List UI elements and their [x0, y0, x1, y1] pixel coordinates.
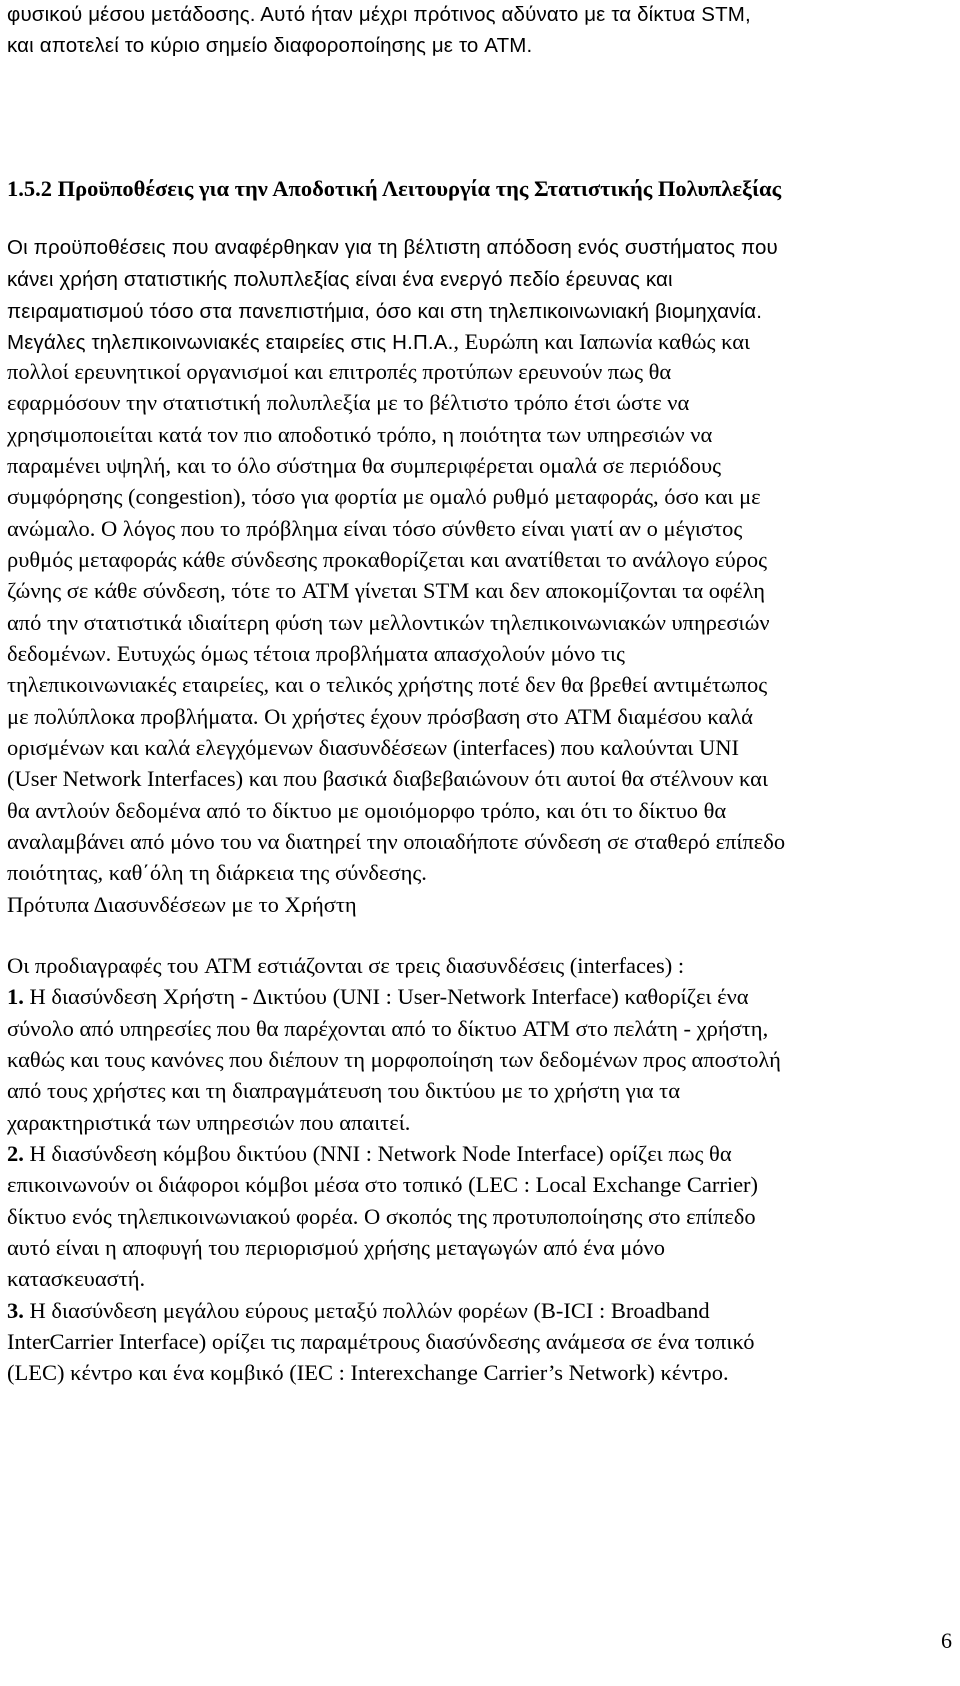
paragraph-line: εφαρμόσουν την στατιστική πολυπλεξία με το βέλτιστο τρόπο έτσι ώστε να: [7, 390, 690, 415]
paragraph-line: Οι προϋποθέσεις που αναφέρθηκαν για τη βέλτιστη απόδοση ενός συστήματος που: [7, 236, 778, 259]
paragraph-line: πολλοί ερευνητικοί οργανισμοί και επιτροπές προτύπων ερευνούν πως θα: [7, 359, 672, 384]
paragraph-line: κάνει χρήση στατιστικής πολυπλεξίας είναι ένα ενεργό πεδίο έρευνας και: [7, 268, 673, 291]
paragraph-line: με πολύπλοκα προβλήματα. Οι χρήστες έχουν πρόσβαση στο ATM διαμέσου καλά: [7, 704, 753, 729]
list-item-1-first-line: [7, 982, 749, 1012]
paragraph-line: συμφόρησης (congestion), τόσο για φορτία με ομαλό ρυθμό μεταφοράς, όσο και με: [7, 484, 761, 509]
spec-intro: Οι προδιαγραφές του ATM εστιάζονται σε τρεις διασυνδέσεις (interfaces) :: [7, 953, 685, 978]
section-heading: 1.5.2 Προϋποθέσεις για την Αποδοτική Λειτουργία της Στατιστικής Πολυπλεξίας: [7, 176, 782, 201]
paragraph-line: ρυθμός μεταφοράς κάθε σύνδεσης προκαθορίζεται και ανατίθεται το ανάλογο εύρος: [7, 547, 767, 572]
page-number: 6: [941, 1628, 952, 1653]
list-item-line: σύνολο από υπηρεσίες που θα παρέχονται από το δίκτυο ATM στο πελάτη - χρήστη,: [7, 1016, 769, 1041]
paragraph-line: θα αντλούν δεδομένα από το δίκτυο με ομοιόμορφο τρόπο, και ότι το δίκτυο θα: [7, 798, 727, 823]
paragraph-line: από την στατιστικά ιδιαίτερη φύση των μελλοντικών τηλεπικοινωνιακών υπηρεσιών: [7, 610, 770, 635]
list-item-text: Η διασύνδεση κόμβου δικτύου (NNI : Network Node Interface) ορίζει πως θα: [23, 1141, 732, 1166]
list-item-number: 2.: [7, 1141, 24, 1166]
paragraph-line: αναλαμβάνει από μόνο του να διατηρεί την οποιαδήποτε σύνδεση σε σταθερό επίπεδο: [7, 829, 786, 854]
list-item-line: αυτό είναι η αποφυγή του περιορισμού χρήσης μεταγωγών από ένα μόνο: [7, 1235, 665, 1260]
list-item-2-first-line: [7, 1139, 732, 1169]
list-item-line: από τους χρήστες και τη διαπραγμάτευση του δικτύου με το χρήστη για τα: [7, 1078, 681, 1103]
list-item-text: Η διασύνδεση Χρήστη - Δικτύου (UNI : User-Network Interface) καθορίζει ένα: [23, 984, 749, 1009]
list-item-number: 1.: [7, 984, 24, 1009]
paragraph-line-part: Μεγάλες τηλεπικοινωνιακές εταιρείες στις Η.Π.Α.: [7, 331, 454, 354]
paragraph-line: ορισμένων και καλά ελεγχόμενων διασυνδέσεων (interfaces) που καλούνται UNI: [7, 735, 740, 760]
list-item-line: InterCarrier Interface) ορίζει τις παραμέτρους διασύνδεσης ανάμεσα σε ένα τοπικό: [7, 1329, 755, 1354]
list-item-line: επικοινωνούν οι διάφοροι κόμβοι μέσα στο τοπικό (LEC : Local Exchange Carrier): [7, 1172, 759, 1197]
paragraph-line: (User Network Interfaces) και που βασικά διαβεβαιώνουν ότι αυτοί θα στέλνουν και: [7, 766, 769, 791]
paragraph-line: παραμένει υψηλή, και το όλο σύστημα θα συμπεριφέρεται ομαλά σε περιόδους: [7, 453, 722, 478]
subheading: Πρότυπα Διασυνδέσεων με το Χρήστη: [7, 892, 357, 917]
paragraph-line: ανώμαλο. Ο λόγος που το πρόβλημα είναι τόσο σύνθετο είναι γιατί αν ο μέγιστος: [7, 516, 743, 541]
paragraph-line-mixed: [7, 327, 750, 358]
list-item-3-first-line: [7, 1296, 710, 1326]
paragraph-line: χρησιμοποιείται κατά τον πιο αποδοτικό τρόπο, η ποιότητα των υπηρεσιών να: [7, 422, 713, 447]
paragraph-line-part: , Ευρώπη και Ιαπωνία καθώς και: [453, 329, 751, 354]
list-item-line: (LEC) κέντρο και ένα κομβικό (IEC : Interexchange Carrier’s Network) κέντρο.: [7, 1360, 729, 1385]
paragraph-line: πειραματισμού τόσο στα πανεπιστήμια, όσο και στη τηλεπικοινωνιακή βιομηχανία.: [7, 300, 763, 323]
paragraph-line: δεδομένων. Ευτυχώς όμως τέτοια προβλήματα απασχολούν μόνο τις: [7, 641, 625, 666]
list-item-line: καθώς και τους κανόνες που διέπουν τη μορφοποίηση των δεδομένων προς αποστολή: [7, 1047, 781, 1072]
paragraph-line: ζώνης σε κάθε σύνδεση, τότε το ATM γίνεται STM και δεν αποκομίζονται τα οφέλη: [7, 578, 765, 603]
paragraph-line: τηλεπικοινωνιακές εταιρείες, και ο τελικός χρήστης ποτέ δεν θα βρεθεί αντιμέτωπος: [7, 672, 768, 697]
list-item-line: χαρακτηριστικά των υπηρεσιών που απαιτεί.: [7, 1110, 411, 1135]
list-item-text: Η διασύνδεση μεγάλου εύρους μεταξύ πολλών φορέων (B-ICI : Broadband: [23, 1298, 710, 1323]
list-item-line: δίκτυο ενός τηλεπικοινωνιακού φορέα. Ο σκοπός της προτυποποίησης στο επίπεδο: [7, 1204, 756, 1229]
intro-line-1: φυσικού μέσου μετάδοσης. Αυτό ήταν μέχρι πρότινος αδύνατο με τα δίκτυα STM,: [7, 3, 751, 26]
intro-line-2: και αποτελεί το κύριο σημείο διαφοροποίησης με το ATM.: [7, 34, 533, 57]
list-item-line: κατασκευαστή.: [7, 1266, 146, 1291]
paragraph-line: ποιότητας, καθ΄όλη τη διάρκεια της σύνδεσης.: [7, 860, 427, 885]
list-item-number: 3.: [7, 1298, 24, 1323]
